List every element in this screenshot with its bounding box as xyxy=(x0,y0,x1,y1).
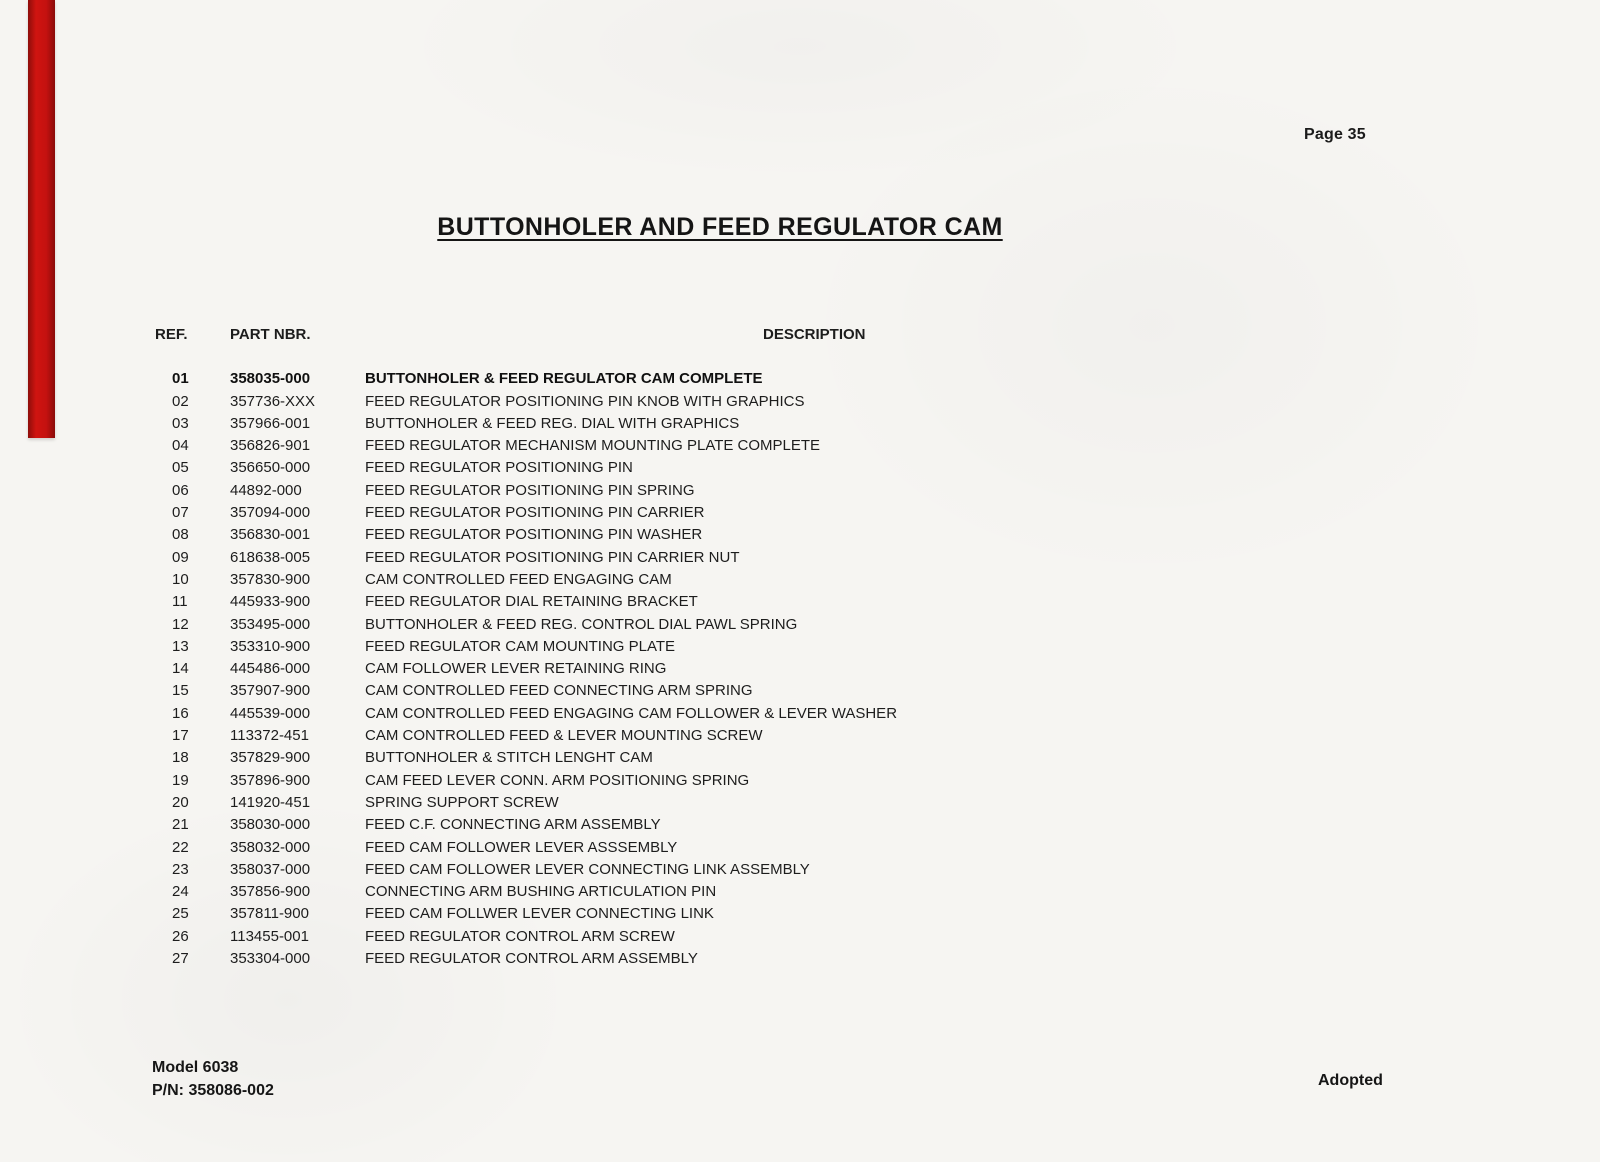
table-row xyxy=(155,502,897,524)
table-row xyxy=(155,614,897,636)
cell-description: FEED REGULATOR CONTROL ARM ASSEMBLY xyxy=(365,950,698,968)
cell-ref: 18 xyxy=(172,749,189,767)
cell-ref: 07 xyxy=(172,504,189,522)
column-header-part-nbr: PART NBR. xyxy=(230,326,311,343)
cell-description: CAM CONTROLLED FEED ENGAGING CAM xyxy=(365,570,672,588)
cell-part: 445933-900 xyxy=(230,593,311,611)
cell-part: 358035-000 xyxy=(230,370,311,388)
cell-description: CAM FEED LEVER CONN. ARM POSITIONING SPRING xyxy=(365,771,750,789)
cell-part: 357966-001 xyxy=(230,414,311,432)
cell-description: CAM CONTROLLED FEED CONNECTING ARM SPRING xyxy=(365,682,753,700)
cell-part: 358032-000 xyxy=(230,838,311,856)
cell-ref: 04 xyxy=(172,437,189,455)
cell-part: 357094-000 xyxy=(230,504,311,522)
cell-ref: 09 xyxy=(172,548,189,566)
cell-part: 445539-000 xyxy=(230,704,311,722)
table-row xyxy=(155,814,897,836)
table-row xyxy=(155,547,897,569)
cell-ref: 03 xyxy=(172,414,189,432)
cell-ref: 26 xyxy=(172,927,189,945)
cell-ref: 08 xyxy=(172,526,189,544)
cell-description: FEED REGULATOR POSITIONING PIN KNOB WITH GRAPHICS xyxy=(365,392,805,410)
cell-ref: 25 xyxy=(172,905,189,923)
cell-part: 113372-451 xyxy=(230,727,309,745)
cell-description: FEED CAM FOLLOWER LEVER CONNECTING LINK ASSEMBLY xyxy=(365,860,810,878)
cell-ref: 27 xyxy=(172,950,189,968)
cell-ref: 24 xyxy=(172,883,189,901)
table-row xyxy=(155,636,897,658)
table-row xyxy=(155,948,897,970)
cell-ref: 19 xyxy=(172,771,189,789)
cell-description: FEED CAM FOLLOWER LEVER ASSSEMBLY xyxy=(365,838,678,856)
table-row xyxy=(155,837,897,859)
model-number: Model 6038 xyxy=(152,1059,239,1076)
cell-part: 358037-000 xyxy=(230,860,311,878)
cell-ref: 10 xyxy=(172,570,189,588)
cell-description: FEED REGULATOR MECHANISM MOUNTING PLATE COMPLETE xyxy=(365,437,821,455)
table-row xyxy=(155,480,897,502)
cell-description: FEED REGULATOR POSITIONING PIN SPRING xyxy=(365,481,695,499)
cell-description: FEED REGULATOR POSITIONING PIN WASHER xyxy=(365,526,703,544)
cell-part: 356826-901 xyxy=(230,437,311,455)
table-row xyxy=(155,524,897,546)
cell-part: 358030-000 xyxy=(230,816,311,834)
cell-ref: 14 xyxy=(172,660,189,678)
table-row xyxy=(155,457,897,479)
cell-description: CONNECTING ARM BUSHING ARTICULATION PIN xyxy=(365,883,717,901)
cell-description: FEED C.F. CONNECTING ARM ASSEMBLY xyxy=(365,816,661,834)
cell-description: BUTTONHOLER & FEED REG. DIAL WITH GRAPHICS xyxy=(365,414,740,432)
table-row xyxy=(155,881,897,903)
cell-part: 357811-900 xyxy=(230,905,309,923)
cell-description: FEED REGULATOR CAM MOUNTING PLATE xyxy=(365,637,676,655)
cell-description: FEED REGULATOR POSITIONING PIN CARRIER NUT xyxy=(365,548,740,566)
cell-ref: 16 xyxy=(172,704,189,722)
cell-part: 357907-900 xyxy=(230,682,311,700)
cell-ref: 11 xyxy=(172,593,188,611)
table-row xyxy=(155,703,897,725)
cell-description: BUTTONHOLER & FEED REG. CONTROL DIAL PAWL SPRING xyxy=(365,615,798,633)
cell-part: 356830-001 xyxy=(230,526,311,544)
cell-ref: 17 xyxy=(172,727,189,745)
cell-description: FEED REGULATOR CONTROL ARM SCREW xyxy=(365,927,675,945)
cell-part: 357830-900 xyxy=(230,570,311,588)
cell-description: CAM CONTROLLED FEED & LEVER MOUNTING SCREW xyxy=(365,727,763,745)
footer-model-block xyxy=(152,1056,274,1102)
cell-part: 356650-000 xyxy=(230,459,311,477)
cell-ref: 01 xyxy=(172,370,189,388)
table-row xyxy=(155,413,897,435)
parts-table-body xyxy=(155,368,897,970)
table-row xyxy=(155,903,897,925)
table-row xyxy=(155,368,897,390)
cell-ref: 02 xyxy=(172,392,189,410)
cell-part: 357829-900 xyxy=(230,749,311,767)
cell-part: 353304-000 xyxy=(230,950,311,968)
cell-part: 357736-XXX xyxy=(230,392,316,410)
table-row xyxy=(155,926,897,948)
table-row xyxy=(155,591,897,613)
table-row xyxy=(155,569,897,591)
table-row xyxy=(155,792,897,814)
cell-ref: 13 xyxy=(172,637,189,655)
adopted-label: Adopted xyxy=(1318,1072,1383,1089)
cell-part: 353495-000 xyxy=(230,615,311,633)
table-row xyxy=(155,435,897,457)
cell-description: FEED REGULATOR DIAL RETAINING BRACKET xyxy=(365,593,698,611)
cell-part: 357896-900 xyxy=(230,771,311,789)
cell-part: 445486-000 xyxy=(230,660,311,678)
cell-ref: 21 xyxy=(172,816,189,834)
table-header-row xyxy=(155,324,897,368)
cell-description: CAM CONTROLLED FEED ENGAGING CAM FOLLOWER & LEVER WASHER xyxy=(365,704,898,722)
cell-description: SPRING SUPPORT SCREW xyxy=(365,793,559,811)
cell-part: 141920-451 xyxy=(230,793,311,811)
parts-table xyxy=(155,324,897,970)
cell-part: 113455-001 xyxy=(230,927,309,945)
table-row xyxy=(155,747,897,769)
page-number: Page 35 xyxy=(1304,126,1366,143)
column-header-ref: REF. xyxy=(155,326,188,343)
cell-part: 357856-900 xyxy=(230,883,311,901)
table-row xyxy=(155,391,897,413)
table-row xyxy=(155,859,897,881)
page-title: BUTTONHOLER AND FEED REGULATOR CAM xyxy=(437,213,1003,241)
table-row xyxy=(155,658,897,680)
cell-description: BUTTONHOLER & STITCH LENGHT CAM xyxy=(365,749,653,767)
cell-ref: 20 xyxy=(172,793,189,811)
cell-description: FEED REGULATOR POSITIONING PIN CARRIER xyxy=(365,504,705,522)
cell-ref: 22 xyxy=(172,838,189,856)
cell-part: 618638-005 xyxy=(230,548,311,566)
cell-part: 44892-000 xyxy=(230,481,302,499)
cell-description: CAM FOLLOWER LEVER RETAINING RING xyxy=(365,660,667,678)
cell-ref: 05 xyxy=(172,459,189,477)
document-part-number: P/N: 358086-002 xyxy=(152,1082,274,1099)
cell-part: 353310-900 xyxy=(230,637,311,655)
cell-description: FEED CAM FOLLWER LEVER CONNECTING LINK xyxy=(365,905,714,923)
table-row xyxy=(155,770,897,792)
table-row xyxy=(155,725,897,747)
cell-description: FEED REGULATOR POSITIONING PIN xyxy=(365,459,633,477)
cell-ref: 06 xyxy=(172,481,189,499)
cell-ref: 15 xyxy=(172,682,189,700)
cell-ref: 12 xyxy=(172,615,189,633)
column-header-description: DESCRIPTION xyxy=(763,326,866,343)
cell-ref: 23 xyxy=(172,860,189,878)
cell-description: BUTTONHOLER & FEED REGULATOR CAM COMPLETE xyxy=(365,370,763,388)
table-row xyxy=(155,680,897,702)
